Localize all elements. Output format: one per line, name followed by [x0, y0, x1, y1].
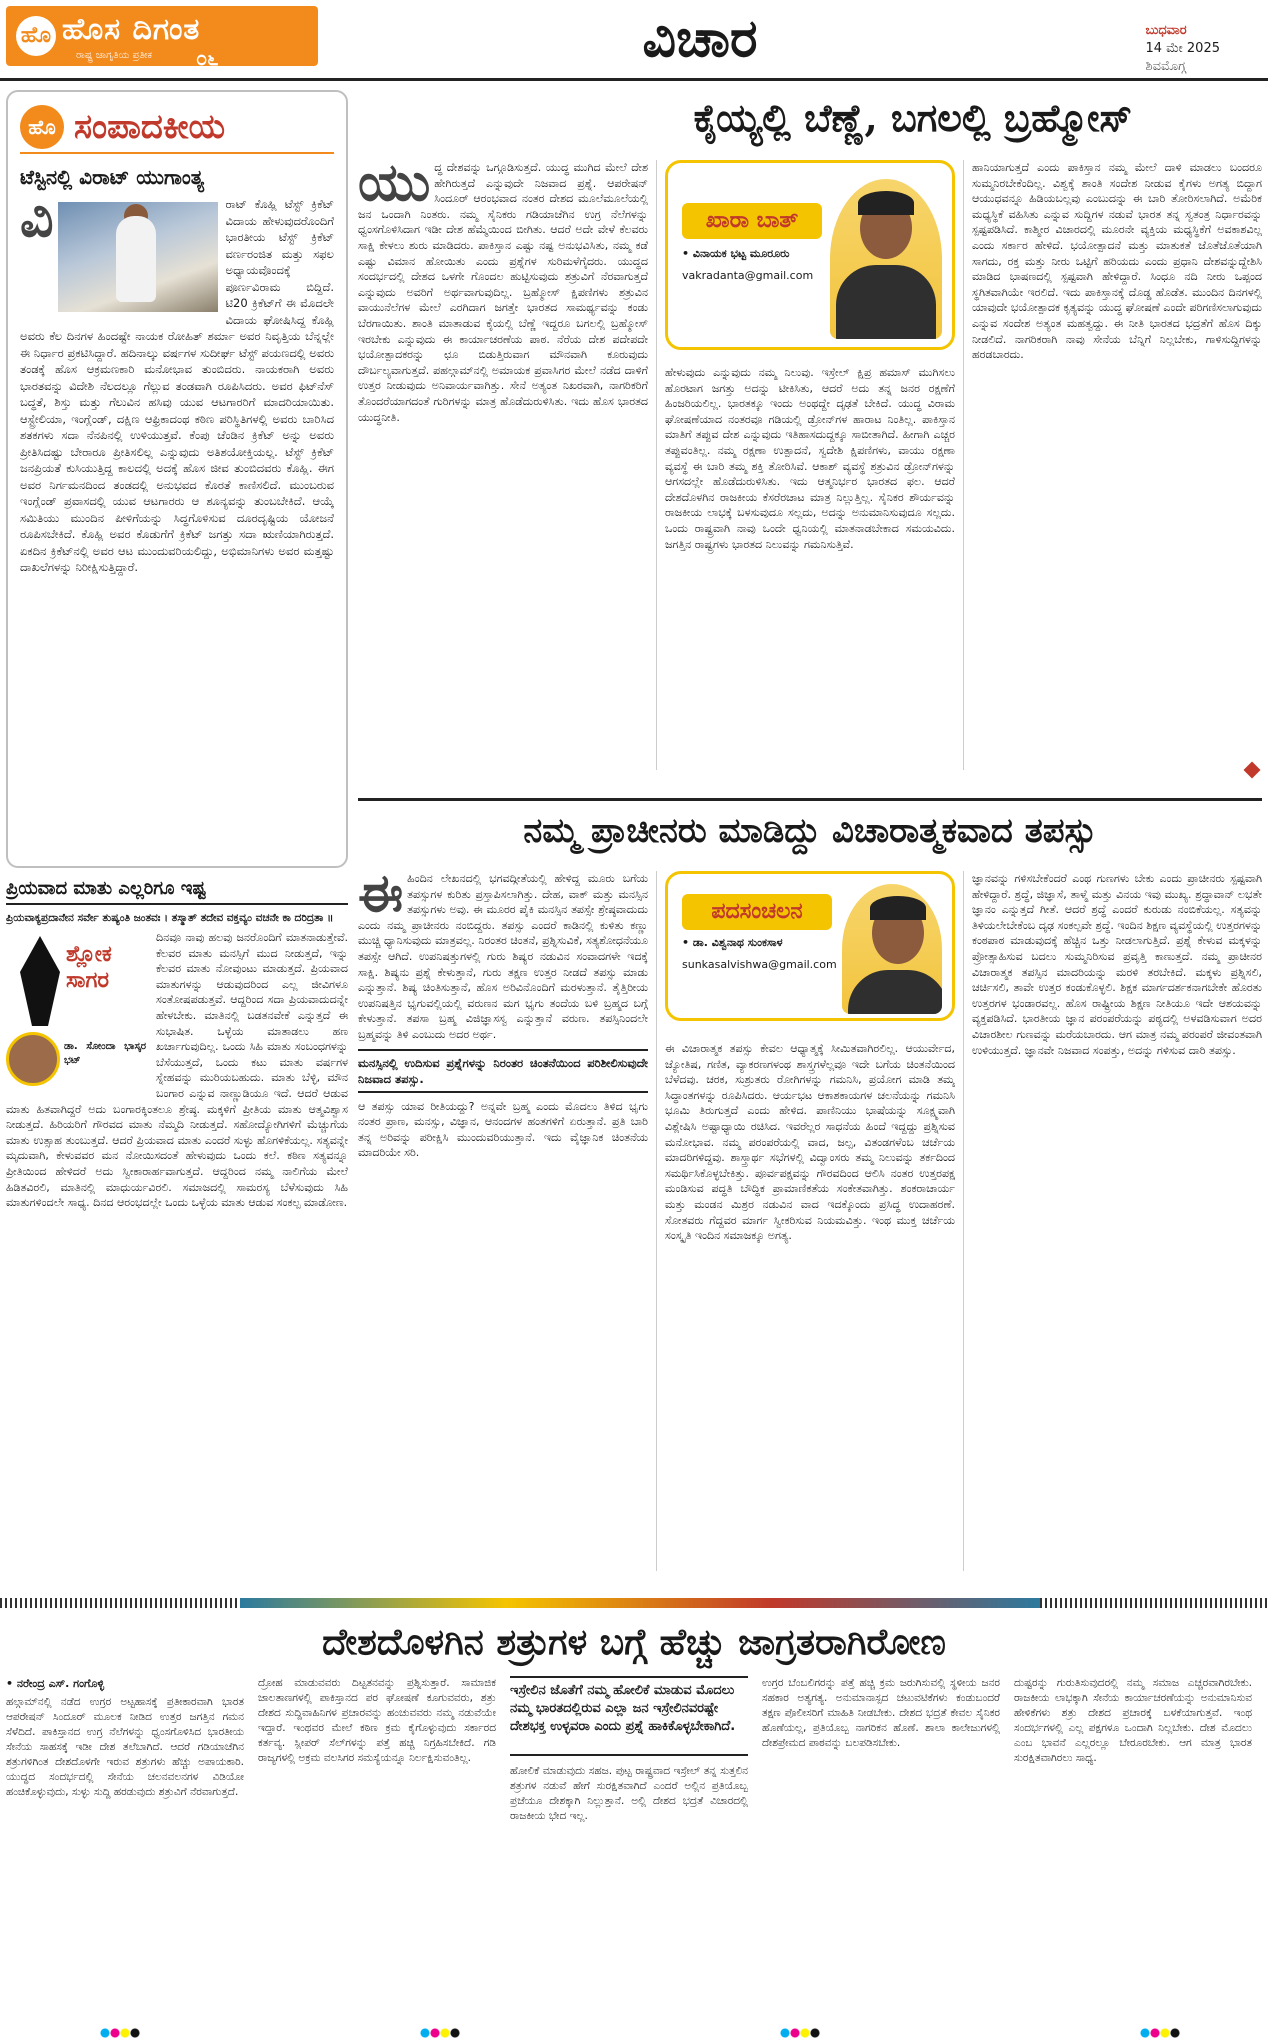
editorial-box	[6, 90, 348, 868]
brand-logo-icon: ಹೊ	[16, 16, 56, 56]
article-mid-columns	[358, 871, 1262, 1581]
subhashita-title: ಪ್ರಿಯವಾದ ಮಾತು ಎಲ್ಲರಿಗೂ ಇಷ್ಟ	[6, 878, 348, 905]
brand-tagline: ರಾಷ್ಟ್ರ ಜಾಗೃತಿಯ ಪ್ರತೀಕ	[76, 50, 153, 61]
article-bottom-col-3	[510, 1676, 748, 2016]
registration-mark-icon	[100, 2028, 140, 2038]
shloka-sagara-title: ಶ್ಲೋಕ ಸಾಗರ	[66, 942, 112, 993]
article-top-dropcap: ಯು	[358, 160, 431, 213]
section-divider	[0, 1598, 1268, 1608]
shloka-sagara-box	[6, 936, 146, 1086]
article-top	[358, 90, 1262, 790]
article-top-columns	[358, 160, 1262, 780]
article-mid	[358, 798, 1262, 1588]
page-number: ೦೬	[196, 46, 219, 70]
article-mid-text-a2: ಆ ತಪಸ್ಸು ಯಾವ ರೀತಿಯದ್ದು? ಅನ್ನವೇ ಬ್ರಹ್ಮ ಎಂದು ಮೊದಲು ತಿಳಿದ ಭೃಗು ನಂತರ ಪ್ರಾಣ, ಮನಸ್ಸು, ವಿಜ್ಞಾನ, ಆನಂದಗಳ ಹಂತಗಳಿಗೆ ಏರುತ್ತಾನೆ. ಪ್ರತಿ ಬಾರಿ ತನ್ನ ಅರಿವನ್ನು ಪರೀಕ್ಷಿಸಿ ಮುಂದುವರಿಯುತ್ತಾನೆ. ಇದು ವೈಜ್ಞಾನಿಕ ಚಿಂತನೆಯ ಮಾದರಿಯೇ ಸರಿ.	[358, 1099, 648, 1160]
masthead	[0, 0, 1268, 80]
editorial-dropcap: ವಿ	[20, 189, 54, 249]
registration-mark-icon	[780, 2028, 820, 2038]
article-mid-dropcap: ಈ	[358, 871, 404, 924]
article-bottom-col-1	[6, 1676, 244, 2016]
article-bottom-text-4: ಉಗ್ರರ ಬೆಂಬಲಿಗರನ್ನು ಪತ್ತೆ ಹಚ್ಚಿ ಕ್ರಮ ಜರುಗಿಸುವಲ್ಲಿ ಸ್ಥಳೀಯ ಜನರ ಸಹಕಾರ ಅತ್ಯಗತ್ಯ. ಅನುಮಾನಾಸ್ಪದ ಚಟುವಟಿಕೆಗಳು ಕಂಡುಬಂದರೆ ತಕ್ಷಣ ಪೊಲೀಸರಿಗೆ ಮಾಹಿತಿ ನೀಡಬೇಕು. ದೇಶದ ಭದ್ರತೆ ಕೇವಲ ಸೈನಿಕರ ಹೊಣೆಯಲ್ಲ, ಪ್ರತಿಯೊಬ್ಬ ನಾಗರಿಕನ ಹೊಣೆ. ಶಾಲಾ ಕಾಲೇಜುಗಳಲ್ಲಿ ದೇಶಪ್ರೇಮದ ಪಾಠವನ್ನು ಬಲಪಡಿಸಬೇಕು.	[762, 1677, 1000, 1749]
article-mid-headline: ನಮ್ಮ ಪ್ರಾಚೀನರು ಮಾಡಿದ್ದು ವಿಚಾರಾತ್ಮಕವಾದ ತಪಸ್ಸು	[523, 811, 1097, 851]
column-tag: ಪದಸಂಚಲನ	[682, 894, 832, 930]
article-top-text-c: ಹಾನಿಯಾಗುತ್ತದೆ ಎಂದು ಪಾಕಿಸ್ತಾನ ನಮ್ಮ ಮೇಲೆ ದಾಳಿ ಮಾಡಲು ಬಂದರೂ ಸುಮ್ಮನಿರಬೇಕೆಂದಿಲ್ಲ. ವಿಶ್ವಕ್ಕೆ ಶಾಂತಿ ಸಂದೇಶ ನೀಡುವ ಕೈಗಳು ಅಗತ್ಯ ಬಿದ್ದಾಗ ಆಯುಧವನ್ನೂ ಹಿಡಿಯಬಲ್ಲವು ಎಂಬುದನ್ನು ಈ ಬಾರಿ ತೋರಿಸಲಾಗಿದೆ. ಅಮೆರಿಕ ಮಧ್ಯಸ್ಥಿಕೆ ವಹಿಸಿತು ಎನ್ನುವ ಸುದ್ದಿಗಳ ನಡುವೆ ಭಾರತ ತನ್ನ ಸ್ವತಂತ್ರ ನಿರ್ಧಾರವನ್ನು ಸ್ಪಷ್ಟಪಡಿಸಿದೆ. ಕಾಶ್ಮೀರ ವಿಚಾರದಲ್ಲಿ ಮೂರನೇ ವ್ಯಕ್ತಿಯ ಮಧ್ಯಸ್ಥಿಕೆಗೆ ಅವಕಾಶವಿಲ್ಲ ಎಂದು ಸರ್ಕಾರ ಹೇಳಿದೆ. ಭಯೋತ್ಪಾದನೆ ಮತ್ತು ಮಾತುಕತೆ ಜೊತೆಜೊತೆಯಾಗಿ ಸಾಗದು, ರಕ್ತ ಮತ್ತು ನೀರು ಒಟ್ಟಿಗೆ ಹರಿಯದು ಎಂದು ಪ್ರಧಾನಿ ದೇಶವನ್ನುದ್ದೇಶಿಸಿ ಮಾಡಿದ ಭಾಷಣದಲ್ಲಿ ಸ್ಪಷ್ಟವಾಗಿ ಹೇಳಿದ್ದಾರೆ. ಸಿಂಧೂ ನದಿ ನೀರು ಒಪ್ಪಂದ ಸ್ಥಗಿತವಾಗಿಯೇ ಇರಲಿದೆ. ಇದು ಪಾಕಿಸ್ತಾನಕ್ಕೆ ದೊಡ್ಡ ಹೊಡೆತ. ಮುಂದಿನ ದಿನಗಳಲ್ಲಿ ಯಾವುದೇ ಭಯೋತ್ಪಾದಕ ಕೃತ್ಯವನ್ನು ಯುದ್ಧ ಘೋಷಣೆ ಎಂದೇ ಪರಿಗಣಿಸಲಾಗುವುದು ಎನ್ನುವ ಸಂದೇಶ ಅತ್ಯಂತ ಮಹತ್ವದ್ದು. ಈ ನೀತಿ ಭಾರತದ ಭದ್ರತೆಗೆ ಹೊಸ ದಿಕ್ಕು ನೀಡಲಿದೆ. ನಾಗರಿಕರಾಗಿ ನಾವು ಸೇನೆಯ ಬೆನ್ನಿಗೆ ನಿಲ್ಲಬೇಕು, ಗಾಳಿಸುದ್ದಿಗಳನ್ನು ಹರಡಬಾರದು.	[972, 161, 1262, 362]
column-email: vakradanta@gmail.com	[682, 269, 814, 282]
registration-mark-icon	[420, 2028, 460, 2038]
article-bottom-col-5	[1014, 1676, 1252, 2016]
column-author: • ಡಾ. ವಿಶ್ವನಾಥ ಸುಂಕಸಾಳ	[682, 936, 783, 949]
editorial-title: ಟೆಸ್ಟಿನಲ್ಲಿ ವಿರಾಟ್ ಯುಗಾಂತ್ಯ	[20, 165, 205, 189]
article-bottom-columns	[6, 1676, 1262, 2016]
brand-box	[6, 6, 318, 70]
subhashita-body-wrap	[6, 930, 348, 1211]
article-top-headline: ಕೈಯ್ಯಲ್ಲಿ ಬೆಣ್ಣೆ, ಬಗಲಲ್ಲಿ ಬ್ರಹ್ಮೋಸ್	[693, 95, 1132, 140]
cricketer-photo	[58, 202, 218, 312]
article-mid-pull-quote: ಮನಸ್ಸಿನಲ್ಲಿ ಉದಿಸುವ ಪ್ರಶ್ನೆಗಳನ್ನು ನಿರಂತರ ಚಿಂತನೆಯಿಂದ ಪರಿಶೀಲಿಸುವುದೇ ನಿಜವಾದ ತಪಸ್ಸು.	[358, 1049, 648, 1093]
article-top-text-a: ದ್ಧ ದೇಶವನ್ನು ಒಗ್ಗೂಡಿಸುತ್ತದೆ. ಯುದ್ಧ ಮುಗಿದ ಮೇಲೆ ದೇಶ ಹೇಗಿರುತ್ತದೆ ಎನ್ನುವುದೇ ನಿಜವಾದ ಪ್ರಶ್ನೆ. ಆಪರೇಷನ್ ಸಿಂದೂರ್ ಆರಂಭವಾದ ನಂತರ ದೇಶದ ಮೂಲೆಮೂಲೆಯಲ್ಲಿ ಜನ ಒಂದಾಗಿ ನಿಂತರು. ನಮ್ಮ ಸೈನಿಕರು ಗಡಿಯಾಚೆಗಿನ ಉಗ್ರ ನೆಲೆಗಳನ್ನು ಧ್ವಂಸಗೊಳಿಸಿದಾಗ ಇಡೀ ದೇಶ ಹೆಮ್ಮೆಯಿಂದ ಬೀಗಿತು. ಆದರೆ ಅದೇ ವೇಳೆ ಕೆಲವರು ಸಾಕ್ಷಿ ಕೇಳಲು ಶುರು ಮಾಡಿದರು. ಪಾಕಿಸ್ತಾನ ಎಷ್ಟು ನಷ್ಟ ಅನುಭವಿಸಿತು, ನಮ್ಮ ಕಡೆ ಎಷ್ಟು ವಿಮಾನ ಹೋಯಿತು ಎಂದು ಪ್ರಶ್ನೆಗಳ ಸುರಿಮಳೆಗೈದರು. ಯುದ್ಧದ ಸಂದರ್ಭದಲ್ಲಿ ದೇಶದ ಒಳಗೇ ಗೊಂದಲ ಹುಟ್ಟಿಸುವುದು ಶತ್ರುವಿಗೆ ನೆರವಾಗುತ್ತದೆ ಎನ್ನುವುದು ಅವರಿಗೆ ಅರ್ಥವಾಗುವುದಿಲ್ಲ. ಬ್ರಹ್ಮೋಸ್ ಕ್ಷಿಪಣಿಗಳು ಶತ್ರುವಿನ ವಾಯುನೆಲೆಗಳ ಮೇಲೆ ಎರಗಿದಾಗ ಜಗತ್ತೇ ಭಾರತದ ಸಾಮರ್ಥ್ಯವನ್ನು ಕಂಡು ಬೆರಗಾಯಿತು. ಶಾಂತಿ ಮಾತಾಡುವ ಕೈಯಲ್ಲಿ ಬೆಣ್ಣೆ ಇದ್ದರೂ ಬಗಲಲ್ಲಿ ಬ್ರಹ್ಮೋಸ್ ಇರಬೇಕು ಎನ್ನುವುದು ಈ ಕಾರ್ಯಾಚರಣೆಯ ಪಾಠ. ನೆರೆಯ ದೇಶ ಪದೇಪದೇ ಭಯೋತ್ಪಾದಕರನ್ನು ಛೂ ಬಿಡುತ್ತಿರುವಾಗ ಮೌನವಾಗಿ ಕೂರುವುದು ದೌರ್ಬಲ್ಯವಾಗುತ್ತದೆ. ಪಹಲ್ಗಾಮ್‌ನಲ್ಲಿ ಅಮಾಯಕ ಪ್ರವಾಸಿಗರ ಮೇಲೆ ನಡೆದ ದಾಳಿಗೆ ಉತ್ತರ ನೀಡುವುದು ಅನಿವಾರ್ಯವಾಗಿತ್ತು. ಸೇನೆ ಅತ್ಯಂತ ನಿಖರವಾಗಿ, ನಾಗರಿಕರಿಗೆ ತೊಂದರೆಯಾಗದಂತೆ ಗುರಿಗಳನ್ನು ಮಾತ್ರ ಹೊಡೆದುರುಳಿಸಿತು. ಇದು ಹೊಸ ಭಾರತದ ಯುದ್ಧನೀತಿ.	[358, 161, 648, 424]
shloka-author-name: ಡಾ. ಸೋಂದಾ ಭಾಸ್ಕರ ಭಟ್	[64, 1041, 146, 1066]
article-bottom-text-1: ಹಲ್ಗಾಮ್‌ನಲ್ಲಿ ನಡೆದ ಉಗ್ರರ ಅಟ್ಟಹಾಸಕ್ಕೆ ಪ್ರತೀಕಾರವಾಗಿ ಭಾರತ ಆಪರೇಷನ್ ಸಿಂದೂರ್ ಮೂಲಕ ನೀಡಿದ ಉತ್ತರ ಜಗತ್ತಿನ ಗಮನ ಸೆಳೆದಿದೆ. ಪಾಕಿಸ್ತಾನದ ಉಗ್ರ ನೆಲೆಗಳನ್ನು ಧ್ವಂಸಗೊಳಿಸಿದ ಭಾರತೀಯ ಸೇನೆಯ ಸಾಹಸಕ್ಕೆ ಇಡೀ ದೇಶ ತಲೆಬಾಗಿದೆ. ಆದರೆ ಗಡಿಯಾಚೆಗಿನ ಶತ್ರುಗಳಿಗಿಂತ ದೇಶದೊಳಗೇ ಇರುವ ಶತ್ರುಗಳು ಹೆಚ್ಚು ಅಪಾಯಕಾರಿ. ಯುದ್ಧದ ಸಂದರ್ಭದಲ್ಲಿ ಸೇನೆಯ ಚಲನವಲನಗಳ ವಿಡಿಯೋ ಹಂಚಿಕೊಳ್ಳುವುದು, ಸುಳ್ಳು ಸುದ್ದಿ ಹರಡುವುದು ಶತ್ರುವಿಗೆ ನೆರವಾಗುತ್ತದೆ.	[6, 1696, 244, 1798]
article-mid-text-a: ಹಿಂದಿನ ಲೇಖನದಲ್ಲಿ ಭಗವದ್ಗೀತೆಯಲ್ಲಿ ಹೇಳಿದ್ದ ಮೂರು ಬಗೆಯ ತಪಸ್ಸುಗಳ ಕುರಿತು ಪ್ರಸ್ತಾಪಿಸಲಾಗಿತ್ತು. ದೇಹ, ವಾಕ್ ಮತ್ತು ಮನಸ್ಸಿನ ತಪಸ್ಸುಗಳು ಅವು. ಈ ಮೂರರ ಪೈಕಿ ಮನಸ್ಸಿನ ತಪಸ್ಸೇ ಶ್ರೇಷ್ಠವಾದುದು ಎಂದು ನಮ್ಮ ಪ್ರಾಚೀನರು ನಂಬಿದ್ದರು. ತಪಸ್ಸು ಎಂದರೆ ಕಾಡಿನಲ್ಲಿ ಕುಳಿತು ಕಣ್ಣು ಮುಚ್ಚಿ ಧ್ಯಾನಿಸುವುದು ಮಾತ್ರವಲ್ಲ. ನಿರಂತರ ಚಿಂತನೆ, ಪ್ರಶ್ನಿಸುವಿಕೆ, ಸತ್ಯಶೋಧನೆಯೂ ತಪಸ್ಸೇ ಆಗಿದೆ. ಉಪನಿಷತ್ತುಗಳಲ್ಲಿ ಗುರು ಶಿಷ್ಯರ ನಡುವಿನ ಸಂವಾದಗಳೇ ಇದಕ್ಕೆ ಸಾಕ್ಷಿ. ಶಿಷ್ಯನು ಪ್ರಶ್ನೆ ಕೇಳುತ್ತಾನೆ, ಗುರು ತಕ್ಷಣ ಉತ್ತರ ನೀಡದೆ ತಪಸ್ಸು ಮಾಡು ಎನ್ನುತ್ತಾನೆ. ಶಿಷ್ಯ ಚಿಂತಿಸುತ್ತಾನೆ, ಹೊಸ ಅರಿವಿನೊಂದಿಗೆ ಮರಳುತ್ತಾನೆ. ತೈತ್ತಿರೀಯ ಉಪನಿಷತ್ತಿನ ಭೃಗುವಲ್ಲಿಯಲ್ಲಿ ವರುಣನ ಮಗ ಭೃಗು ತಂದೆಯ ಬಳಿ ಬ್ರಹ್ಮದ ಬಗ್ಗೆ ಕೇಳುತ್ತಾನೆ. ತಪಸಾ ಬ್ರಹ್ಮ ವಿಜಿಜ್ಞಾಸಸ್ವ ಎನ್ನುತ್ತಾನೆ ವರುಣ. ತಪಸ್ಸಿನಿಂದಲೇ ಬ್ರಹ್ಮವನ್ನು ತಿಳಿ ಎಂಬುದು ಅದರ ಅರ್ಥ.	[358, 872, 648, 1041]
article-mid-col-a	[358, 871, 648, 1581]
article-bottom-text-5: ದುಷ್ಟರನ್ನು ಗುರುತಿಸುವುದರಲ್ಲಿ ನಮ್ಮ ಸಮಾಜ ಎಚ್ಚರವಾಗಿರಬೇಕು. ರಾಜಕೀಯ ಲಾಭಕ್ಕಾಗಿ ಸೇನೆಯ ಕಾರ್ಯಾಚರಣೆಯನ್ನು ಅನುಮಾನಿಸುವ ಹೇಳಿಕೆಗಳು ಶತ್ರು ದೇಶದ ಪ್ರಚಾರಕ್ಕೆ ಬಳಕೆಯಾಗುತ್ತವೆ. ಇಂಥ ಸಂದರ್ಭಗಳಲ್ಲಿ ಎಲ್ಲ ಪಕ್ಷಗಳೂ ಒಂದಾಗಿ ನಿಲ್ಲಬೇಕು. ದೇಶ ಮೊದಲು ಎಂಬ ಭಾವನೆ ಎಲ್ಲರಲ್ಲೂ ಬೇರೂರಬೇಕು. ಆಗ ಮಾತ್ರ ಭಾರತ ಸುರಕ್ಷಿತವಾಗಿರಲು ಸಾಧ್ಯ.	[1014, 1677, 1252, 1764]
article-top-col-c	[972, 160, 1262, 780]
quill-icon	[20, 936, 60, 1026]
date-text: 14 ಮೇ 2025	[1145, 41, 1220, 56]
article-bottom-text-2: ದ್ರೋಹ ಮಾಡುವವರು ದಿಟ್ಟತನವನ್ನು ಪ್ರಶ್ನಿಸುತ್ತಾರೆ. ಸಾಮಾಜಿಕ ಜಾಲತಾಣಗಳಲ್ಲಿ ಪಾಕಿಸ್ತಾನದ ಪರ ಘೋಷಣೆ ಕೂಗುವವರು, ಶತ್ರು ದೇಶದ ಸುದ್ದಿವಾಹಿನಿಗಳ ಪ್ರಚಾರವನ್ನು ಹಂಚುವವರು ನಮ್ಮ ನಡುವೆಯೇ ಇದ್ದಾರೆ. ಇಂಥವರ ಮೇಲೆ ಕಠಿಣ ಕ್ರಮ ಕೈಗೊಳ್ಳುವುದು ಸರ್ಕಾರದ ಕರ್ತವ್ಯ. ಸ್ಲೀಪರ್ ಸೆಲ್‌ಗಳನ್ನು ಪತ್ತೆ ಹಚ್ಚಿ ನಿಗ್ರಹಿಸಬೇಕಿದೆ. ಗಡಿ ರಾಜ್ಯಗಳಲ್ಲಿ ಅಕ್ರಮ ವಲಸಿಗರ ಸಮಸ್ಯೆಯನ್ನೂ ನಿರ್ಲಕ್ಷಿಸುವಂತಿಲ್ಲ.	[258, 1677, 496, 1764]
print-registration-marks	[0, 2026, 1268, 2042]
column-tag: ಖಾರಾ ಬಾತ್	[682, 203, 822, 239]
photo-figure-shape	[116, 216, 156, 302]
registration-mark-icon	[1140, 2028, 1180, 2038]
column-email: sunkasalvishwa@gmail.com	[682, 958, 837, 971]
date-day: ಬುಧವಾರ	[1145, 23, 1187, 38]
subhashita-body: ದಿನವೂ ನಾವು ಹಲವು ಜನರೊಂದಿಗೆ ಮಾತನಾಡುತ್ತೇವೆ. ಕೆಲವರ ಮಾತು ಮನಸ್ಸಿಗೆ ಮುದ ನೀಡುತ್ತದೆ, ಇನ್ನು ಕೆಲವರ ಮಾತು ನೋವುಂಟು ಮಾಡುತ್ತದೆ. ಪ್ರಿಯವಾದ ಮಾತುಗಳನ್ನು ಆಡುವುದರಿಂದ ಎಲ್ಲ ಜೀವಿಗಳೂ ಸಂತೋಷಪಡುತ್ತವೆ. ಆದ್ದರಿಂದ ಸದಾ ಪ್ರಿಯವಾದುದನ್ನೇ ಹೇಳಬೇಕು. ಮಾತಿನಲ್ಲಿ ಬಡತನವೇಕೆ ಎನ್ನುತ್ತದೆ ಈ ಸುಭಾಷಿತ. ಒಳ್ಳೆಯ ಮಾತಾಡಲು ಹಣ ಖರ್ಚಾಗುವುದಿಲ್ಲ. ಒಂದು ಸಿಹಿ ಮಾತು ಸಂಬಂಧಗಳನ್ನು ಬೆಸೆಯುತ್ತದೆ, ಒಂದು ಕಟು ಮಾತು ವರ್ಷಗಳ ಸ್ನೇಹವನ್ನು ಮುರಿಯಬಹುದು. ಮಾತು ಬೆಳ್ಳಿ, ಮೌನ ಬಂಗಾರ ಎನ್ನುವ ನಾಣ್ಣುಡಿಯೂ ಇದೆ. ಆದರೆ ಆಡುವ ಮಾತು ಹಿತವಾಗಿದ್ದರೆ ಅದು ಬಂಗಾರಕ್ಕಿಂತಲೂ ಶ್ರೇಷ್ಠ. ಮಕ್ಕಳಿಗೆ ಪ್ರೀತಿಯ ಮಾತು ಆತ್ಮವಿಶ್ವಾಸ ನೀಡುತ್ತದೆ. ಹಿರಿಯರಿಗೆ ಗೌರವದ ಮಾತು ನೆಮ್ಮದಿ ನೀಡುತ್ತದೆ. ಸಹೋದ್ಯೋಗಿಗಳಿಗೆ ಮೆಚ್ಚುಗೆಯ ಮಾತು ಉತ್ಸಾಹ ತುಂಬುತ್ತದೆ. ಆದರೆ ಪ್ರಿಯವಾದ ಮಾತು ಎಂದರೆ ಸುಳ್ಳು ಹೊಗಳಿಕೆಯಲ್ಲ. ಸತ್ಯವನ್ನೇ ಮೃದುವಾಗಿ, ಕೇಳುವವರ ಮನ ನೋಯಿಸದಂತೆ ಹೇಳುವುದು ಒಂದು ಕಲೆ. ಕಠಿಣ ಸತ್ಯವನ್ನೂ ಪ್ರೀತಿಯಿಂದ ಹೇಳಿದರೆ ಅದು ಸ್ವೀಕಾರಾರ್ಹವಾಗುತ್ತದೆ. ಆದ್ದರಿಂದ ನಮ್ಮ ನಾಲಿಗೆಯ ಮೇಲೆ ಹಿಡಿತವಿರಲಿ, ಮಾತಿನಲ್ಲಿ ಮಾಧುರ್ಯವಿರಲಿ. ಸಮಾಜದಲ್ಲಿ ಸಾಮರಸ್ಯ ಬೆಳೆಸುವುದು ಸಿಹಿ ಮಾತುಗಳಿಂದಲೇ ಸಾಧ್ಯ. ದಿನದ ಆರಂಭದಲ್ಲೇ ಒಂದು ಒಳ್ಳೆಯ ಮಾತು ಆಡುವ ಸಂಕಲ್ಪ ಮಾಡೋಣ.	[6, 931, 348, 1210]
editorial-body-wrap	[20, 189, 334, 576]
article-top-col-a	[358, 160, 648, 780]
masthead-rule	[0, 78, 1268, 81]
article-mid-text-c: ಜ್ಞಾನವನ್ನು ಗಳಿಸಬೇಕೆಂದರೆ ಎಂಥ ಗುಣಗಳು ಬೇಕು ಎಂದು ಪ್ರಾಚೀನರು ಸ್ಪಷ್ಟವಾಗಿ ಹೇಳಿದ್ದಾರೆ. ಶ್ರದ್ಧೆ, ಜಿಜ್ಞಾಸೆ, ತಾಳ್ಮೆ ಮತ್ತು ವಿನಯ ಇವು ಮುಖ್ಯ. ಶ್ರದ್ಧಾವಾನ್ ಲಭತೇ ಜ್ಞಾನಂ ಎನ್ನುತ್ತದೆ ಗೀತೆ. ಆದರೆ ಶ್ರದ್ಧೆ ಎಂದರೆ ಕುರುಡು ನಂಬಿಕೆಯಲ್ಲ. ಸತ್ಯವನ್ನು ತಿಳಿಯಲೇಬೇಕೆಂಬ ದೃಢ ಸಂಕಲ್ಪವೇ ಶ್ರದ್ಧೆ. ಇಂದಿನ ಶಿಕ್ಷಣ ವ್ಯವಸ್ಥೆಯಲ್ಲಿ ಉತ್ತರಗಳನ್ನು ಕಂಠಪಾಠ ಮಾಡುವುದಕ್ಕೆ ಹೆಚ್ಚಿನ ಒತ್ತು ನೀಡಲಾಗುತ್ತಿದೆ. ಪ್ರಶ್ನೆ ಕೇಳುವ ಮಕ್ಕಳನ್ನು ಪ್ರೋತ್ಸಾಹಿಸುವ ಬದಲು ಸುಮ್ಮನಿರಿಸುವ ಪ್ರವೃತ್ತಿ ಕಾಣುತ್ತದೆ. ನಮ್ಮ ಪ್ರಾಚೀನರ ವಿಚಾರಾತ್ಮಕ ತಪಸ್ಸಿನ ಮಾದರಿಯನ್ನು ಮರಳಿ ತರಬೇಕಿದೆ. ಮಕ್ಕಳು ಪ್ರಶ್ನಿಸಲಿ, ಚರ್ಚಿಸಲಿ, ತಾವೇ ಉತ್ತರ ಕಂಡುಕೊಳ್ಳಲಿ. ಶಿಕ್ಷಕ ಮಾರ್ಗದರ್ಶಕನಾಗಬೇಕೇ ಹೊರತು ಉತ್ತರಗಳ ಭಂಡಾರವಲ್ಲ. ಹೊಸ ರಾಷ್ಟ್ರೀಯ ಶಿಕ್ಷಣ ನೀತಿಯೂ ಇದೇ ಆಶಯವನ್ನು ವ್ಯಕ್ತಪಡಿಸಿದೆ. ಭಾರತೀಯ ಜ್ಞಾನ ಪರಂಪರೆಯನ್ನು ಪಠ್ಯದಲ್ಲಿ ಅಳವಡಿಸುವಾಗ ಅದರ ವಿಚಾರಶೀಲ ಗುಣವನ್ನು ಮರೆಯಬಾರದು. ಆಗ ಮಾತ್ರ ನಮ್ಮ ಪರಂಪರೆ ಜೀವಂತವಾಗಿ ಉಳಿಯುತ್ತದೆ. ಜ್ಞಾನವೇ ನಿಜವಾದ ಸಂಪತ್ತು, ಅದನ್ನು ಗಳಿಸುವ ದಾರಿ ತಪಸ್ಸು.	[972, 872, 1262, 1057]
article-mid-col-c	[972, 871, 1262, 1581]
article-bottom-highlight: ಇಸ್ರೇಲಿನ ಜೊತೆಗೆ ನಮ್ಮ ಹೋಲಿಕೆ ಮಾಡುವ ಮೊದಲು ನಮ್ಮ ಭಾರತದಲ್ಲಿರುವ ಎಲ್ಲಾ ಜನ ಇಸ್ರೇಲಿನವರಷ್ಟೇ ದೇಶಭಕ್ತ ಉಳ್ಳವರಾ ಎಂದು ಪ್ರಶ್ನೆ ಹಾಕಿಕೊಳ್ಳಬೇಕಾಗಿದೆ.	[510, 1676, 748, 1756]
column-author: • ವಿನಾಯಕ ಭಟ್ಟ ಮೂರೂರು	[682, 247, 790, 260]
divider-accent	[240, 1598, 1040, 1608]
article-bottom-text-3: ಹೋಲಿಕೆ ಮಾಡುವುದು ಸಹಜ. ಪುಟ್ಟ ರಾಷ್ಟ್ರವಾದ ಇಸ್ರೇಲ್ ತನ್ನ ಸುತ್ತಲಿನ ಶತ್ರುಗಳ ನಡುವೆ ಹೇಗೆ ಸುರಕ್ಷಿತವಾಗಿದೆ ಎಂದರೆ ಅಲ್ಲಿನ ಪ್ರತಿಯೊಬ್ಬ ಪ್ರಜೆಯೂ ದೇಶಕ್ಕಾಗಿ ನಿಲ್ಲುತ್ತಾನೆ. ಅಲ್ಲಿ ದೇಶದ ಭದ್ರತೆ ವಿಚಾರದಲ್ಲಿ ರಾಜಕೀಯ ಭೇದ ಇಲ್ಲ.	[510, 1765, 748, 1822]
article-mid-col-b	[665, 871, 955, 1581]
section-title: ವಿಚಾರ	[642, 8, 758, 69]
article-top-text-b: ಹೇಳುವುದು ಎನ್ನುವುದು ನಮ್ಮ ನಿಲುವು. ಇಸ್ರೇಲ್ ಕ್ಷಿಪ್ರ ಹಮಾಸ್ ಮುಗಿಸಲು ಹೊರಟಾಗ ಜಗತ್ತು ಅದನ್ನು ಟೀಕಿಸಿತು, ಆದರೆ ಅದು ತನ್ನ ಜನರ ರಕ್ಷಣೆಗೆ ಹಿಂಜರಿಯಲಿಲ್ಲ. ಭಾರತಕ್ಕೂ ಇಂದು ಅಂಥದ್ದೇ ದೃಢತೆ ಬೇಕಿದೆ. ಯುದ್ಧ ವಿರಾಮ ಘೋಷಣೆಯಾದ ನಂತರವೂ ಗಡಿಯಲ್ಲಿ ಡ್ರೋನ್‌ಗಳ ಹಾರಾಟ ನಿಂತಿಲ್ಲ. ಪಾಕಿಸ್ತಾನ ಮಾತಿಗೆ ತಪ್ಪುವ ದೇಶ ಎನ್ನುವುದು ಇತಿಹಾಸದುದ್ದಕ್ಕೂ ಸಾಬೀತಾಗಿದೆ. ಹೀಗಾಗಿ ಎಚ್ಚರ ತಪ್ಪುವಂತಿಲ್ಲ. ನಮ್ಮ ರಕ್ಷಣಾ ಉತ್ಪಾದನೆ, ಸ್ವದೇಶಿ ಕ್ಷಿಪಣಿಗಳು, ವಾಯು ರಕ್ಷಣಾ ವ್ಯವಸ್ಥೆ ಈ ಬಾರಿ ತಮ್ಮ ಶಕ್ತಿ ತೋರಿಸಿವೆ. ಆಕಾಶ್ ವ್ಯವಸ್ಥೆ ಶತ್ರುವಿನ ಡ್ರೋನ್‌ಗಳನ್ನು ಆಗಸದಲ್ಲೇ ಹೊಡೆದುರುಳಿಸಿತು. ಇದು ಆತ್ಮನಿರ್ಭರ ಭಾರತದ ಫಲ. ಆದರೆ ದೇಶದೊಳಗಿನ ರಾಜಕೀಯ ಕೆಸರೆರಚಾಟ ಮಾತ್ರ ನಿಲ್ಲುತ್ತಿಲ್ಲ. ಸೈನಿಕರ ಶೌರ್ಯವನ್ನು ರಾಜಕೀಯ ಲಾಭಕ್ಕೆ ಬಳಸುವುದೂ ಸಲ್ಲದು, ಅದನ್ನು ಅನುಮಾನಿಸುವುದೂ ಸಲ್ಲದು. ಒಂದು ರಾಷ್ಟ್ರವಾಗಿ ನಾವು ಒಂದೇ ಧ್ವನಿಯಲ್ಲಿ ಮಾತನಾಡಬೇಕಾದ ಸಮಯವಿದು. ಜಗತ್ತಿನ ರಾಷ್ಟ್ರಗಳು ಭಾರತದ ನಿಲುವನ್ನು ಗಮನಿಸುತ್ತಿವೆ.	[665, 366, 955, 551]
column-rule	[963, 871, 964, 1571]
editorial-body: ರಾಟ್ ಕೊಹ್ಲಿ ಟೆಸ್ಟ್ ಕ್ರಿಕೆಟ್ ವಿದಾಯ ಹೇಳುವುದರೊಂದಿಗೆ ಭಾರತೀಯ ಟೆಸ್ಟ್ ಕ್ರಿಕೆಟ್ ವರ್ಣರಂಜಿತ ಮತ್ತು ಸಫಲ ಅಧ್ಯಾಯವೊಂದಕ್ಕೆ ಪೂರ್ಣವಿರಾಮ ಬಿದ್ದಿದೆ. ಟಿ20 ಕ್ರಿಕೆಟ್‌ಗೆ ಈ ಮೊದಲೇ ವಿದಾಯ ಘೋಷಿಸಿದ್ದ ಕೊಹ್ಲಿ ಅವರು ಕೆಲ ದಿನಗಳ ಹಿಂದಷ್ಟೇ ನಾಯಕ ರೋಹಿತ್ ಶರ್ಮಾ ಅವರ ನಿವೃತ್ತಿಯ ಬೆನ್ನಲ್ಲೇ ಈ ನಿರ್ಧಾರ ಪ್ರಕಟಿಸಿದ್ದಾರೆ. ಹದಿನಾಲ್ಕು ವರ್ಷಗಳ ಸುದೀರ್ಘ ಟೆಸ್ಟ್ ಪಯಣದಲ್ಲಿ ಅವರು ತಂಡಕ್ಕೆ ಹೊಸ ಆಕ್ರಮಣಕಾರಿ ಮನೋಭಾವ ತುಂಬಿದರು. ನಾಯಕರಾಗಿ ಅವರು ಭಾರತವನ್ನು ವಿದೇಶಿ ನೆಲದಲ್ಲೂ ಗೆಲ್ಲುವ ತಂಡವಾಗಿ ರೂಪಿಸಿದರು. ಅವರ ಫಿಟ್‌ನೆಸ್ ಬದ್ಧತೆ, ಶಿಸ್ತು ಮತ್ತು ಗೆಲುವಿನ ಹಸಿವು ಯುವ ಆಟಗಾರರಿಗೆ ಮಾದರಿಯಾಯಿತು. ಆಸ್ಟ್ರೇಲಿಯಾ, ಇಂಗ್ಲೆಂಡ್, ದಕ್ಷಿಣ ಆಫ್ರಿಕಾದಂಥ ಕಠಿಣ ಪರಿಸ್ಥಿತಿಗಳಲ್ಲಿ ಅವರು ಬಾರಿಸಿದ ಶತಕಗಳು ಸದಾ ನೆನಪಿನಲ್ಲಿ ಉಳಿಯುತ್ತವೆ. ಕೆಂಪು ಚೆಂಡಿನ ಕ್ರಿಕೆಟ್ ಅನ್ನು ಅವರು ಪ್ರೀತಿಸಿದಷ್ಟು ಬೇರಾರೂ ಪ್ರೀತಿಸಲಿಲ್ಲ ಎನ್ನುವುದು ಅತಿಶಯೋಕ್ತಿಯಲ್ಲ. ಟೆಸ್ಟ್ ಕ್ರಿಕೆಟ್ ಜನಪ್ರಿಯತೆ ಕುಸಿಯುತ್ತಿದ್ದ ಕಾಲದಲ್ಲಿ ಅದಕ್ಕೆ ಹೊಸ ಜೀವ ತುಂಬಿದವರು ಕೊಹ್ಲಿ. ಈಗ ಅವರ ನಿರ್ಗಮನದಿಂದ ತಂಡದಲ್ಲಿ ಅನುಭವದ ಕೊರತೆ ಕಾಣಿಸಲಿದೆ. ಮುಂಬರುವ ಇಂಗ್ಲೆಂಡ್ ಪ್ರವಾಸದಲ್ಲಿ ಯುವ ಆಟಗಾರರು ಆ ಶೂನ್ಯವನ್ನು ತುಂಬಬೇಕಿದೆ. ಆಯ್ಕೆ ಸಮಿತಿಯು ಮುಂದಿನ ಪೀಳಿಗೆಯನ್ನು ಸಿದ್ಧಗೊಳಿಸುವ ದೂರದೃಷ್ಟಿಯ ಯೋಜನೆ ರೂಪಿಸಬೇಕಿದೆ. ಕೊಹ್ಲಿ ಅವರ ಕೊಡುಗೆಗೆ ಕ್ರಿಕೆಟ್ ಜಗತ್ತು ಸದಾ ಋಣಿಯಾಗಿರುತ್ತದೆ. ಏಕದಿನ ಕ್ರಿಕೆಟ್‌ನಲ್ಲಿ ಅವರ ಆಟ ಮುಂದುವರಿಯಲಿದ್ದು, ಅಭಿಮಾನಿಗಳು ಅವರ ಮತ್ತಷ್ಟು ದಾಖಲೆಗಳನ್ನು ನಿರೀಕ್ಷಿಸುತ್ತಿದ್ದಾರೆ.	[20, 197, 334, 574]
subhashita-section	[6, 878, 348, 1588]
date-block	[1145, 22, 1220, 76]
column-rule	[656, 871, 657, 1571]
editorial-logo-icon: ಹೊ	[20, 105, 64, 149]
article-bottom-col-2	[258, 1676, 496, 2016]
article-top-col-b	[665, 160, 955, 780]
shloka-author-avatar	[6, 1032, 60, 1086]
article-mid-text-b: ಈ ವಿಚಾರಾತ್ಮಕ ತಪಸ್ಸು ಕೇವಲ ಆಧ್ಯಾತ್ಮಕ್ಕೆ ಸೀಮಿತವಾಗಿರಲಿಲ್ಲ. ಆಯುರ್ವೇದ, ಜ್ಯೋತಿಷ, ಗಣಿತ, ವ್ಯಾಕರಣಗಳಂಥ ಶಾಸ್ತ್ರಗಳೆಲ್ಲವೂ ಇದೇ ಬಗೆಯ ಚಿಂತನೆಯಿಂದ ಬೆಳೆದವು. ಚರಕ, ಸುಶ್ರುತರು ರೋಗಿಗಳನ್ನು ಗಮನಿಸಿ, ಪ್ರಯೋಗ ಮಾಡಿ ತಮ್ಮ ಸಿದ್ಧಾಂತಗಳನ್ನು ರೂಪಿಸಿದರು. ಆರ್ಯಭಟ ಆಕಾಶಕಾಯಗಳ ಚಲನೆಯನ್ನು ಗಮನಿಸಿ ಭೂಮಿ ತಿರುಗುತ್ತದೆ ಎಂದು ಹೇಳಿದ. ಪಾಣಿನಿಯು ಭಾಷೆಯನ್ನು ಸೂಕ್ಷ್ಮವಾಗಿ ವಿಶ್ಲೇಷಿಸಿ ಅಷ್ಟಾಧ್ಯಾಯಿ ರಚಿಸಿದ. ಇವರೆಲ್ಲರ ಸಾಧನೆಯ ಹಿಂದೆ ಇದ್ದದ್ದು ಪ್ರಶ್ನಿಸುವ ಮನೋಭಾವ. ನಮ್ಮ ಪರಂಪರೆಯಲ್ಲಿ ವಾದ, ಜಲ್ಪ, ವಿತಂಡಗಳೆಂಬ ಚರ್ಚೆಯ ಮಾದರಿಗಳಿದ್ದವು. ಶಾಸ್ತ್ರಾರ್ಥ ಸಭೆಗಳಲ್ಲಿ ವಿದ್ವಾಂಸರು ತಮ್ಮ ನಿಲುವನ್ನು ತರ್ಕದಿಂದ ಸಮರ್ಥಿಸಿಕೊಳ್ಳಬೇಕಿತ್ತು. ಪೂರ್ವಪಕ್ಷವನ್ನು ಗೌರವದಿಂದ ಆಲಿಸಿ ನಂತರ ಉತ್ತರಪಕ್ಷ ಮಂಡಿಸುವ ಪದ್ಧತಿ ಬೌದ್ಧಿಕ ಪ್ರಾಮಾಣಿಕತೆಯ ಸಂಕೇತವಾಗಿತ್ತು. ಶಂಕರಾಚಾರ್ಯ ಮತ್ತು ಮಂಡನ ಮಿಶ್ರರ ನಡುವಿನ ವಾದ ಇದಕ್ಕೊಂದು ಪ್ರಸಿದ್ಧ ಉದಾಹರಣೆ. ಸೋತವರು ಗೆದ್ದವರ ಮಾರ್ಗ ಸ್ವೀಕರಿಸುವ ನಿಯಮವಿತ್ತು. ಇಂಥ ಮುಕ್ತ ಚರ್ಚೆಯ ಸಂಸ್ಕೃತಿ ಇಂದಿನ ಸಮಾಜಕ್ಕೂ ಅಗತ್ಯ.	[665, 1042, 955, 1243]
column-rule	[963, 160, 964, 770]
editorial-label: ಸಂಪಾದಕೀಯ	[74, 107, 225, 147]
article-bottom-headline: ದೇಶದೊಳಗಿನ ಶತ್ರುಗಳ ಬಗ್ಗೆ ಹೆಚ್ಚು ಜಾಗ್ರತರಾಗಿರೋಣ	[322, 1621, 946, 1663]
brand-name: ಹೊಸ ದಿಗಂತ	[62, 12, 201, 47]
article-bottom	[0, 1614, 1268, 2024]
article-bottom-col-4	[762, 1676, 1000, 2016]
editorial-header	[20, 102, 334, 154]
column-rule	[656, 160, 657, 770]
article-bottom-byline: • ನರೇಂದ್ರ ಎಸ್. ಗಂಗೊಳ್ಳಿ	[6, 1677, 105, 1690]
subhashita-verse: ಪ್ರಿಯವಾಕ್ಯಪ್ರದಾನೇನ ಸರ್ವೇ ತುಷ್ಯಂತಿ ಜಂತವಃ । ತಸ್ಮಾತ್ ತದೇವ ವಕ್ತವ್ಯಂ ವಚನೇ ಕಾ ದರಿದ್ರತಾ ॥	[6, 912, 334, 924]
date-location: ಶಿವಮೊಗ್ಗ	[1145, 59, 1186, 74]
